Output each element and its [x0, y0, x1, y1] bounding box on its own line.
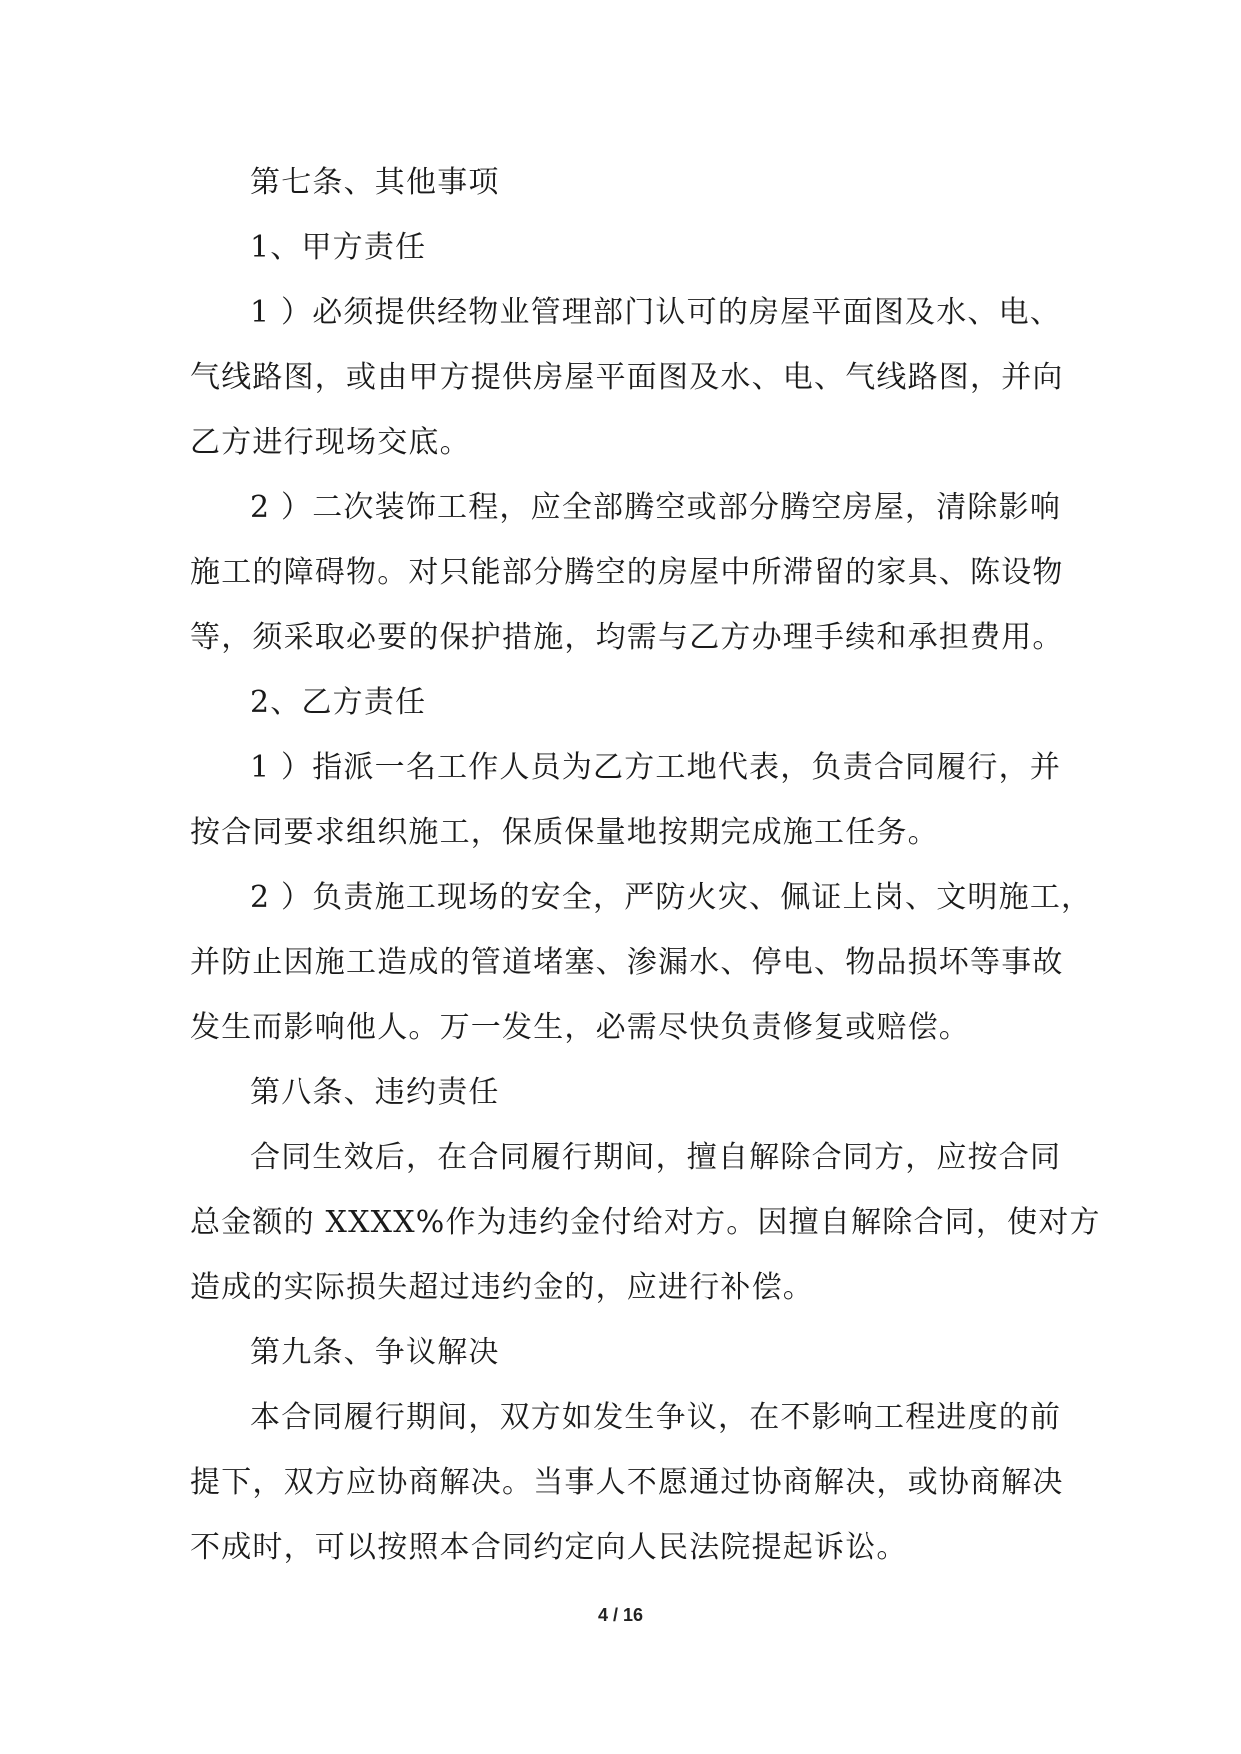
section-heading-article-7: 第七条、其他事项 [250, 165, 500, 200]
section-heading-article-8: 第八条、违约责任 [250, 1075, 500, 1110]
paragraph-line: 气线路图，或由甲方提供房屋平面图及水、电、气线路图，并向 [190, 360, 1064, 395]
paragraph-line: 按合同要求组织施工，保质保量地按期完成施工任务。 [190, 815, 939, 850]
paragraph-line: 1 ）指派一名工作人员为乙方工地代表，负责合同履行，并 [250, 750, 1062, 785]
paragraph-line: 施工的障碍物。对只能部分腾空的房屋中所滞留的家具、陈设物 [190, 555, 1064, 590]
paragraph-line: 等，须采取必要的保护措施，均需与乙方办理手续和承担费用。 [190, 620, 1064, 655]
paragraph-line: 总金额的 XXXX%作为违约金付给对方。因擅自解除合同，使对方 [190, 1205, 1101, 1240]
paragraph-line: 合同生效后，在合同履行期间，擅自解除合同方，应按合同 [250, 1140, 1062, 1175]
section-heading-article-9: 第九条、争议解决 [250, 1335, 500, 1370]
page-number: 4 / 16 [597, 1605, 644, 1625]
paragraph-line: 2 ）二次装饰工程，应全部腾空或部分腾空房屋，清除影响 [250, 490, 1062, 525]
document-body [190, 150, 1101, 1580]
subheading-party-a-responsibility: 1、甲方责任 [250, 230, 427, 265]
paragraph-line: 乙方进行现场交底。 [190, 425, 471, 460]
paragraph-line: 本合同履行期间，双方如发生争议，在不影响工程进度的前 [250, 1400, 1062, 1435]
paragraph-line: 发生而影响他人。万一发生，必需尽快负责修复或赔偿。 [190, 1010, 970, 1045]
paragraph-line: 提下，双方应协商解决。当事人不愿通过协商解决，或协商解决 [190, 1465, 1064, 1500]
paragraph-line: 造成的实际损失超过违约金的，应进行补偿。 [190, 1270, 814, 1305]
paragraph-line: 不成时，可以按照本合同约定向人民法院提起诉讼。 [190, 1530, 908, 1565]
paragraph-line: 2 ）负责施工现场的安全，严防火灾、佩证上岗、文明施工， [250, 880, 1093, 915]
paragraph-line: 1 ）必须提供经物业管理部门认可的房屋平面图及水、电、 [250, 295, 1062, 330]
subheading-party-b-responsibility: 2、乙方责任 [250, 685, 427, 720]
paragraph-line: 并防止因施工造成的管道堵塞、渗漏水、停电、物品损坏等事故 [190, 945, 1064, 980]
